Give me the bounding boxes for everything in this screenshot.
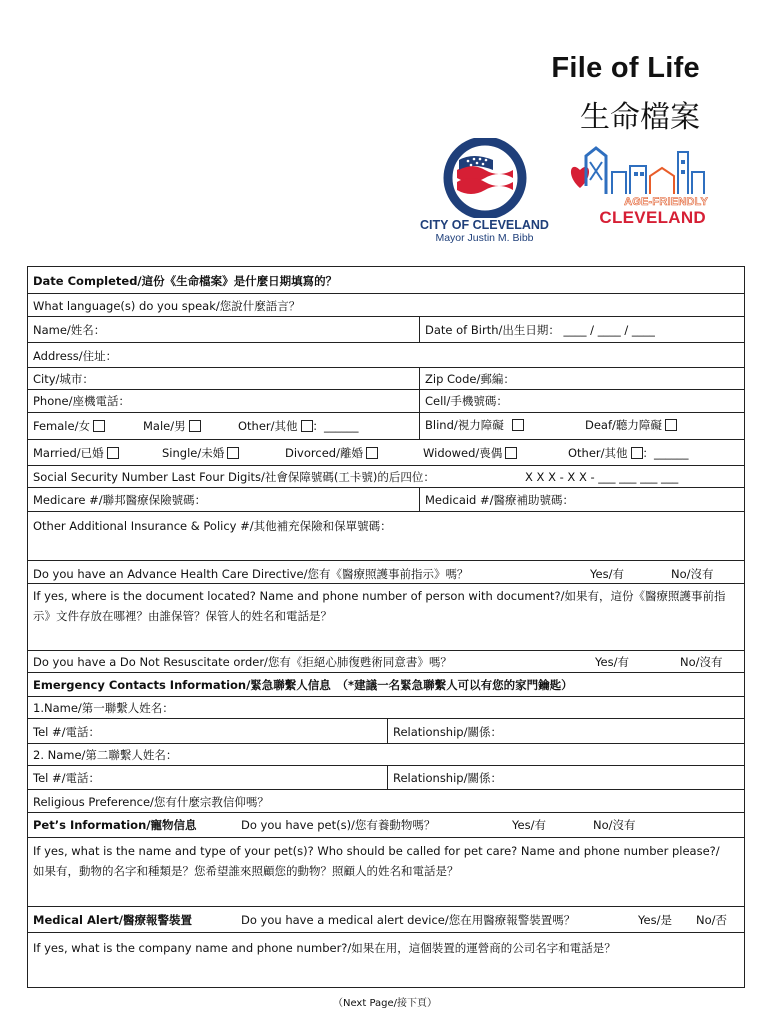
row-language: [28, 294, 744, 317]
contact2-name-label[interactable]: 2. Name/第二聯繫人姓名：: [33, 748, 178, 762]
row-ssn: [28, 466, 744, 488]
file-of-life-form: [27, 266, 745, 988]
af-logo-line1: AGE-FRIENDLY: [624, 196, 708, 208]
city-label[interactable]: City/城市：: [33, 372, 94, 386]
contact1-tel-label[interactable]: Tel #/電話：: [33, 725, 101, 739]
dnr-yes[interactable]: Yes/有: [595, 655, 629, 669]
row-date-completed: [28, 267, 744, 294]
divider: [419, 488, 420, 511]
name-label[interactable]: Name/姓名：: [33, 323, 106, 337]
row-city-zip: [28, 368, 744, 390]
row-address: [28, 343, 744, 368]
age-friendly-cleveland-logo: [566, 142, 708, 234]
dob-label[interactable]: Date of Birth/出生日期： ____ / ____ / ____: [425, 323, 655, 337]
divider: [419, 368, 420, 389]
deaf-checkbox[interactable]: [665, 419, 677, 431]
advance-directive-no[interactable]: No/沒有: [671, 567, 714, 581]
medical-alert-detail-label[interactable]: If yes, what is the company name and phone number?/如果在用，這個裝置的運營商的公司名字和電話是？: [33, 941, 616, 955]
row-document-location: [28, 584, 744, 651]
divider: [419, 317, 420, 342]
other-marital-checkbox[interactable]: [631, 447, 643, 459]
title-english: File of Life: [551, 52, 700, 84]
widowed-checkbox[interactable]: [505, 447, 517, 459]
other-marital-label: Other/其他: [568, 446, 628, 460]
blind-checkbox[interactable]: [512, 419, 524, 431]
other-marital-blank[interactable]: ：______: [642, 446, 689, 460]
religion-label[interactable]: Religious Preference/您有什麼宗教信仰嗎？: [33, 795, 269, 809]
row-contact1-name: [28, 697, 744, 719]
blind-option: [425, 418, 524, 432]
city-logo-name: CITY OF CLEVELAND: [420, 218, 549, 232]
other-gender-blank[interactable]: ：______: [312, 419, 359, 433]
advance-directive-label: Do you have an Advance Health Care Directive/您有《醫療照護事前指示》嗎？: [33, 567, 469, 581]
next-page-note: （Next Page/接下頁）: [332, 998, 438, 1009]
other-insurance-label[interactable]: Other Additional Insurance & Policy #/其他補充保險和保單號碼：: [33, 519, 392, 533]
pets-question: Do you have pet(s)/您有養動物嗎？: [241, 818, 436, 832]
other-gender-label: Other/其他: [238, 419, 298, 433]
date-completed-label[interactable]: Date Completed/這份《生命檔案》是什麼日期填寫的？: [33, 274, 338, 288]
contact2-relationship-label[interactable]: Relationship/關係：: [393, 771, 502, 785]
row-medical-alert-detail: [28, 933, 744, 987]
married-label: Married/已婚: [33, 446, 104, 460]
medicaid-label[interactable]: Medicaid #/醫療補助號碼：: [425, 493, 575, 507]
zip-label[interactable]: Zip Code/郵編：: [425, 372, 515, 386]
row-medical-alert: [28, 907, 744, 933]
title-chinese: 生命檔案: [580, 100, 700, 135]
widowed-option: [423, 446, 517, 460]
contact2-tel-label[interactable]: Tel #/電話：: [33, 771, 101, 785]
female-option: [33, 419, 105, 433]
row-contact1-tel: [28, 719, 744, 744]
divorced-checkbox[interactable]: [366, 447, 378, 459]
row-contact2-tel: [28, 766, 744, 790]
blind-label: Blind/視力障礙: [425, 418, 504, 432]
document-location-label[interactable]: If yes, where is the document located? Name and phone number of person with document?/如果有，這份《醫療照護事前指示》文件存放在哪裡？由誰保管？保管人的姓名和電話是？: [33, 589, 726, 623]
row-name-dob: [28, 317, 744, 343]
phone-label[interactable]: Phone/座機電話：: [33, 394, 130, 408]
other-gender-checkbox[interactable]: [301, 420, 313, 432]
deaf-label: Deaf/聽力障礙: [585, 418, 662, 432]
city-of-cleveland-logo: [412, 138, 557, 244]
contact1-name-label[interactable]: 1.Name/第一聯繫人姓名：: [33, 701, 174, 715]
divider: [419, 390, 420, 412]
address-label[interactable]: Address/住址：: [33, 349, 118, 363]
row-pets-detail: [28, 838, 744, 907]
dnr-label: Do you have a Do Not Resuscitate order/您有《拒絕心肺復甦術同意書》嗎？: [33, 655, 452, 669]
divorced-option: [285, 446, 378, 460]
city-logo-mayor: Mayor Justin M. Bibb: [435, 232, 534, 244]
divider: [419, 413, 420, 439]
skyline-heart-icon: [566, 142, 708, 202]
pets-yes[interactable]: Yes/有: [512, 818, 546, 832]
male-option: [143, 419, 201, 433]
row-medicare-medicaid: [28, 488, 744, 512]
medical-alert-yes[interactable]: Yes/是: [638, 913, 672, 927]
divorced-label: Divorced/離婚: [285, 446, 363, 460]
row-phone-cell: [28, 390, 744, 413]
contact1-relationship-label[interactable]: Relationship/關係：: [393, 725, 502, 739]
pets-no[interactable]: No/沒有: [593, 818, 636, 832]
medical-alert-heading: Medical Alert/醫療報警裝置: [33, 913, 192, 927]
dnr-no[interactable]: No/沒有: [680, 655, 723, 669]
other-marital-option: [568, 446, 689, 460]
other-gender-option: [238, 419, 359, 433]
single-option: [162, 446, 239, 460]
row-contact2-name: [28, 744, 744, 766]
medical-alert-no[interactable]: No/否: [696, 913, 728, 927]
advance-directive-yes[interactable]: Yes/有: [590, 567, 624, 581]
pets-detail-label[interactable]: If yes, what is the name and type of your pet(s)? Who should be called for pet care? Name and phone number please?/ 如果有，動物的名字和種類是？您希望誰來照顧您的動物？照顧人的姓名和電話是？: [33, 844, 720, 878]
ssn-label[interactable]: Social Security Number Last Four Digits/社會保障號碼(工卡號)的后四位：: [33, 470, 435, 484]
male-label: Male/男: [143, 419, 186, 433]
ssn-format: X X X - X X - ___ ___ ___ ___: [525, 470, 679, 484]
divider: [387, 719, 388, 743]
row-other-insurance: [28, 512, 744, 561]
female-checkbox[interactable]: [93, 420, 105, 432]
row-advance-directive: [28, 561, 744, 584]
language-label[interactable]: What language(s) do you speak/您說什麼語言？: [33, 299, 301, 313]
medical-alert-question: Do you have a medical alert device/您在用醫療報警裝置嗎？: [241, 913, 576, 927]
pets-heading: Pet’s Information/寵物信息: [33, 818, 197, 832]
divider: [387, 766, 388, 789]
female-label: Female/女: [33, 419, 90, 433]
single-checkbox[interactable]: [227, 447, 239, 459]
medicare-label[interactable]: Medicare #/聯邦醫療保險號碼：: [33, 493, 207, 507]
row-pets: [28, 813, 744, 838]
emergency-contacts-heading: Emergency Contacts Information/緊急聯繫人信息 （*建議一名緊急聯繫人可以有您的家門鑰匙）: [33, 678, 573, 692]
row-gender-disability: [28, 413, 744, 440]
row-dnr: [28, 651, 744, 673]
row-marital-status: [28, 440, 744, 466]
row-religion: [28, 790, 744, 813]
af-logo-line2: CLEVELAND: [599, 208, 706, 227]
city-seal-icon: [437, 138, 533, 218]
married-option: [33, 446, 119, 460]
single-label: Single/未婚: [162, 446, 225, 460]
married-checkbox[interactable]: [107, 447, 119, 459]
cell-label[interactable]: Cell/手機號碼：: [425, 394, 508, 408]
male-checkbox[interactable]: [189, 420, 201, 432]
widowed-label: Widowed/喪偶: [423, 446, 503, 460]
deaf-option: [585, 418, 677, 432]
row-emergency-header: [28, 673, 744, 697]
